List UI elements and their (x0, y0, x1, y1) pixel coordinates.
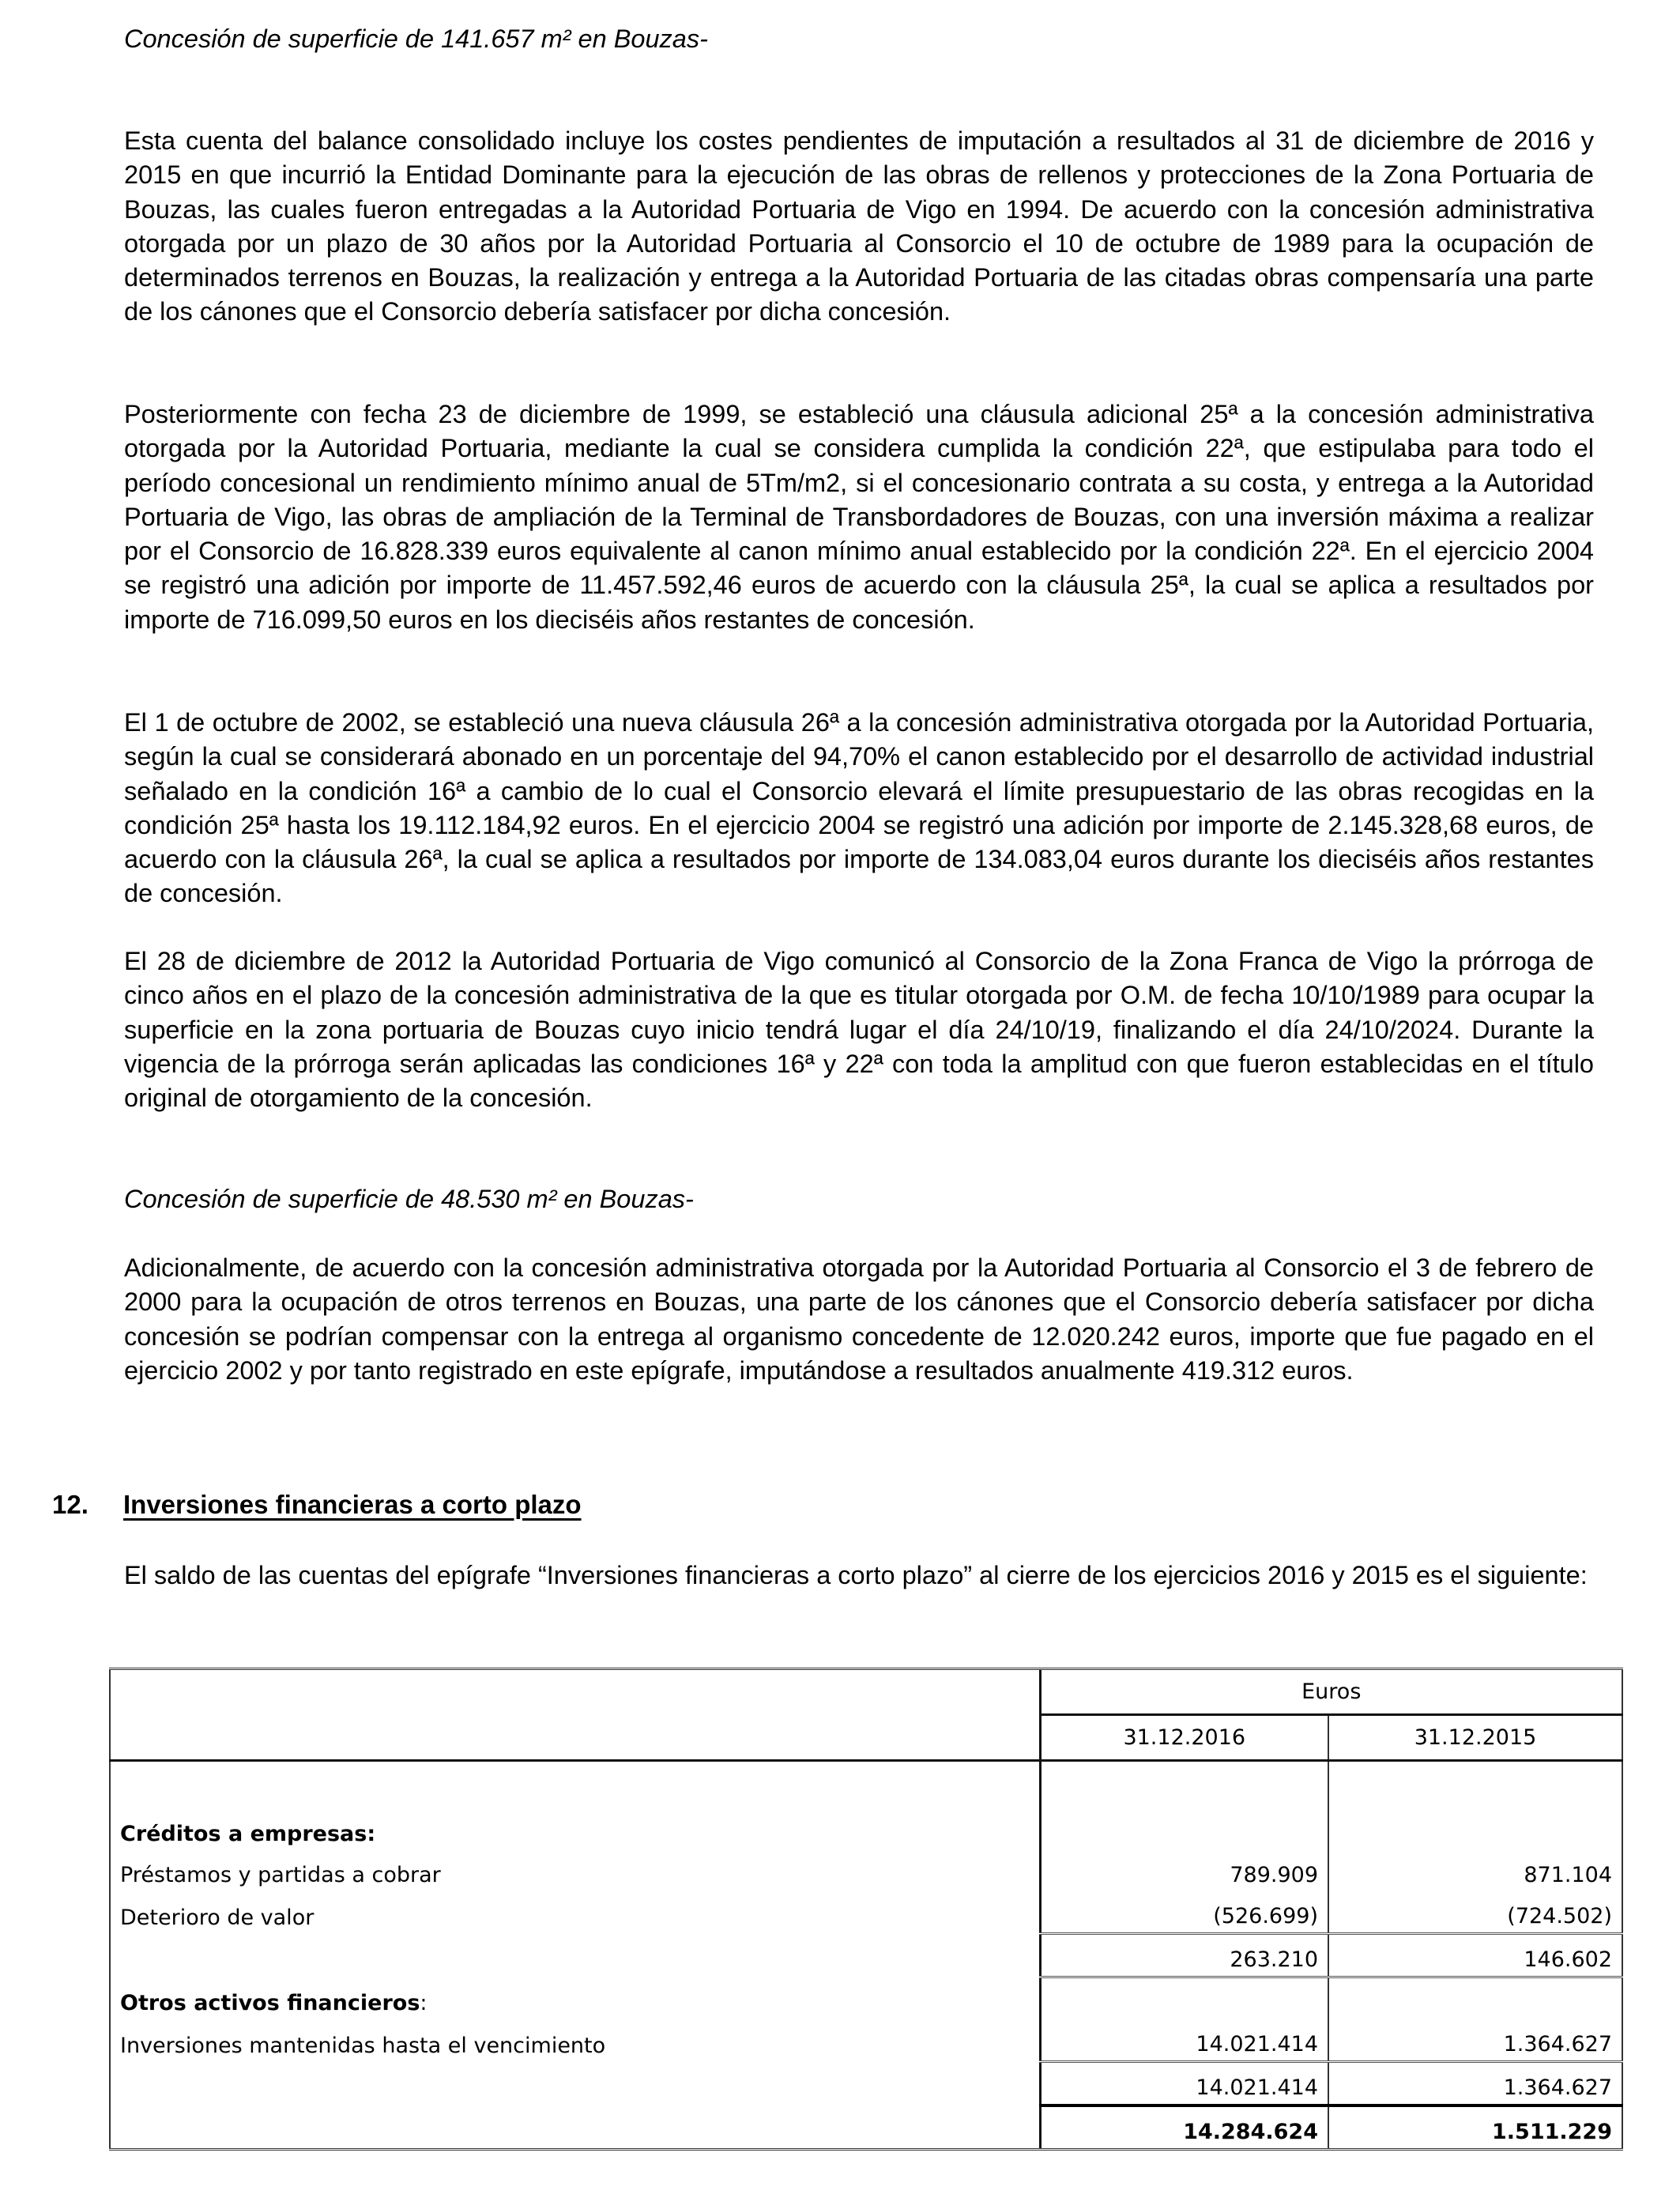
financial-investments-table (109, 1668, 1623, 2151)
header-empty-cell (110, 1669, 1040, 1761)
table-header-row-group (110, 1669, 1622, 1715)
subtotal-creditos-2016: 263.210 (1040, 1934, 1328, 1977)
table-spacer-row (110, 1761, 1622, 1810)
section-title: Inversiones financieras a corto plazo (123, 1490, 582, 1519)
subheading-concession-48530: Concesión de superficie de 48.530 m² en Bouzas- (124, 1185, 694, 1213)
total-2015: 1.511.229 (1328, 2105, 1622, 2150)
table-row-total (110, 2105, 1622, 2150)
value-deterioro-2016: (526.699) (1040, 1891, 1328, 1934)
paragraph-adicionalmente: Adicionalmente, de acuerdo con la concesión administrativa otorgada por la Autoridad Portuaria al Consorcio el 3 de febrero de 2000 para la ocupación de otros terrenos en Bouzas, una parte de los cánones que el Consorcio debería satisfacer por dicha concesión se podrían compensar con la entrega al organismo concedente de 12.020.242 euros, importe que fue pagado en el ejercicio 2002 y por tanto registrado en este epígrafe, imputándose a resultados anualmente 419.312 euros. (124, 1253, 1594, 1385)
table-row-subtotal-creditos (110, 1934, 1622, 1977)
table-row (110, 2019, 1622, 2062)
header-euros: Euros (1040, 1669, 1622, 1715)
value-deterioro-2015: (724.502) (1328, 1891, 1622, 1934)
section-12-intro: El saldo de las cuentas del epígrafe “Inversiones financieras a corto plazo” al cierre de los ejercicios 2016 y 2015 es el siguiente: (124, 1561, 1588, 1589)
paragraph-clausula-26: El 1 de octubre de 2002, se estableció una nueva cláusula 26ª a la concesión administrativa otorgada por la Autoridad Portuaria, según la cual se considerará abonado en un porcentaje del 94,70% el canon establecido por el desarrollo de actividad industrial señalado en la condición 16ª a cambio de lo cual el Consorcio elevará el límite presupuestario de las obras recogidas en la condición 25ª hasta los 19.112.184,92 euros. En el ejercicio 2004 se registró una adición por importe de 2.145.328,68 euros, de acuerdo con la cláusula 26ª, la cual se aplica a resultados por importe de 134.083,04 euros durante los dieciséis años restantes de concesión. (124, 708, 1594, 908)
paragraph-prorroga: El 28 de diciembre de 2012 la Autoridad Portuaria de Vigo comunicó al Consorcio de la Zona Franca de Vigo la prórroga de cinco años en el plazo de la concesión administrativa de la que es titular otorgada por O.M. de fecha 10/10/1989 para ocupar la superficie en la zona portuaria de Bouzas cuyo inicio tendrá lugar el día 24/10/19, finalizando el día 24/10/2024. Durante la vigencia de la prórroga serán aplicadas las condiciones 16ª y 22ª con toda la amplitud con que fueron establecidas en el título original de otorgamiento de la concesión. (124, 947, 1594, 1113)
value-prestamos-2016: 789.909 (1040, 1850, 1328, 1891)
table-row (110, 1891, 1622, 1934)
table-row-subtotal-otros (110, 2062, 1622, 2106)
value-inversiones-2016: 14.021.414 (1040, 2019, 1328, 2062)
header-date-2016: 31.12.2016 (1040, 1715, 1328, 1761)
subheading-concession-141657: Concesión de superficie de 141.657 m² en Bouzas- (124, 25, 708, 53)
subtotal-creditos-2015: 146.602 (1328, 1934, 1622, 1977)
subtotal-otros-2015: 1.364.627 (1328, 2062, 1622, 2106)
paragraph-costes-pendientes: Esta cuenta del balance consolidado incluye los costes pendientes de imputación a resultados al 31 de diciembre de 2016 y 2015 en que incurrió la Entidad Dominante para la ejecución de las obras de rellenos y protecciones de la Zona Portuaria de Bouzas, las cuales fueron entregadas a la Autoridad Portuaria de Vigo en 1994. De acuerdo con la concesión administrativa otorgada por un plazo de 30 años por la Autoridad Portuaria al Consorcio el 10 de octubre de 1989 para la ocupación de determinados terrenos en Bouzas, la realización y entrega a la Autoridad Portuaria de las citadas obras compensaría una parte de los cánones que el Consorcio debería satisfacer por dicha concesión. (124, 126, 1594, 326)
header-date-2015: 31.12.2015 (1328, 1715, 1622, 1761)
group-label-otros: Otros activos financieros: (110, 1977, 1040, 2020)
row-label-inversiones: Inversiones mantenidas hasta el vencimiento (110, 2019, 1040, 2062)
section-heading-12 (52, 1490, 582, 1520)
paragraph-clausula-25: Posteriormente con fecha 23 de diciembre de 1999, se estableció una cláusula adicional 25ª a la concesión administrativa otorgada por la Autoridad Portuaria, mediante la cual se considera cumplida la condición 22ª, que estipulaba para todo el período concesional un rendimiento mínimo anual de 5Tm/m2, si el concesionario contrata a su costa, y entrega a la Autoridad Portuaria de Vigo, las obras de ampliación de la Terminal de Transbordadores de Bouzas, con una inversión máxima a realizar por el Consorcio de 16.828.339 euros equivalente al canon mínimo anual establecido por la condición 22ª. En el ejercicio 2004 se registró una adición por importe de 11.457.592,46 euros de acuerdo con la cláusula 25ª, la cual se aplica a resultados por importe de 716.099,50 euros en los dieciséis años restantes de concesión. (124, 400, 1594, 634)
total-2016: 14.284.624 (1040, 2105, 1328, 2150)
value-inversiones-2015: 1.364.627 (1328, 2019, 1622, 2062)
table-row (110, 1850, 1622, 1891)
table-row-group-otros (110, 1977, 1622, 2020)
section-number: 12. (52, 1490, 89, 1519)
row-label-prestamos: Préstamos y partidas a cobrar (110, 1850, 1040, 1891)
group-label-creditos: Créditos a empresas: (110, 1809, 1040, 1850)
subtotal-otros-2016: 14.021.414 (1040, 2062, 1328, 2106)
row-label-deterioro: Deterioro de valor (110, 1891, 1040, 1934)
table-row-group-creditos (110, 1809, 1622, 1850)
value-prestamos-2015: 871.104 (1328, 1850, 1622, 1891)
